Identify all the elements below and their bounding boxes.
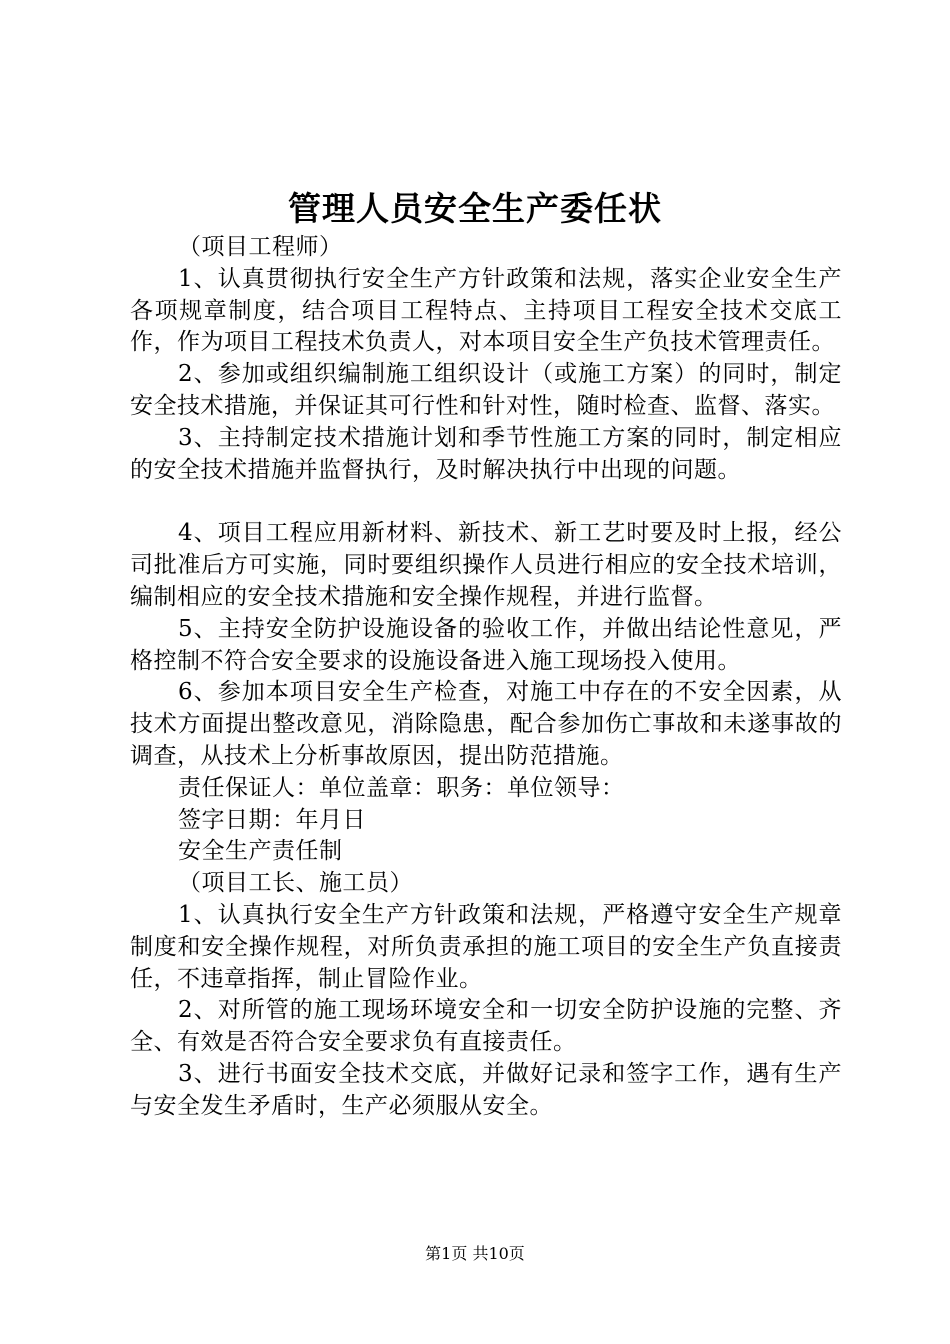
document-body xyxy=(130,232,842,1123)
page-footer: 第1页 共10页 xyxy=(425,1244,525,1263)
paragraph: 3、进行书面安全技术交底，并做好记录和签字工作，遇有生产与安全发生矛盾时，生产必须服从安全。 xyxy=(130,1060,842,1119)
date-line: 签字日期：年月日 xyxy=(178,806,366,833)
section-subtitle: （项目工长、施工员） xyxy=(178,870,413,897)
section-subtitle: （项目工程师） xyxy=(178,234,343,260)
paragraph: 2、对所管的施工现场环境安全和一切安全防护设施的完整、齐全、有效是否符合安全要求负有直接责任。 xyxy=(130,997,842,1056)
paragraph: 2、参加或组织编制施工组织设计（或施工方案）的同时，制定安全技术措施，并保证其可行性和针对性，随时检查、监督、落实。 xyxy=(130,361,842,419)
paragraph: 3、主持制定技术措施计划和季节性施工方案的同时，制定相应的安全技术措施并监督执行，及时解决执行中出现的问题。 xyxy=(130,424,842,483)
paragraph: 1、认真执行安全生产方针政策和法规，严格遵守安全生产规章制度和安全操作规程，对所负责承担的施工项目的安全生产负直接责任，不违章指挥，制止冒险作业。 xyxy=(130,901,842,992)
signature-line: 责任保证人：单位盖章：职务：单位领导： xyxy=(178,774,625,801)
paragraph: 5、主持安全防护设施设备的验收工作，并做出结论性意见，严格控制不符合安全要求的设施设备进入施工现场投入使用。 xyxy=(130,615,842,674)
document-title: 管理人员安全生产委任状 xyxy=(288,189,662,228)
paragraph: 6、参加本项目安全生产检查，对施工中存在的不安全因素，从技术方面提出整改意见，消除隐患，配合参加伤亡事故和未遂事故的调查，从技术上分析事故原因，提出防范措施。 xyxy=(130,679,842,769)
section-heading: 安全生产责任制 xyxy=(178,838,343,865)
paragraph: 4、项目工程应用新材料、新技术、新工艺时要及时上报，经公司批准后方可实施，同时要组织操作人员进行相应的安全技术培训，编制相应的安全技术措施和安全操作规程，并进行监督。 xyxy=(130,520,842,610)
paragraph: 1、认真贯彻执行安全生产方针政策和法规，落实企业安全生产各项规章制度，结合项目工程特点、主持项目工程安全技术交底工作，作为项目工程技术负责人，对本项目安全生产负技术管理责任。 xyxy=(130,265,842,356)
